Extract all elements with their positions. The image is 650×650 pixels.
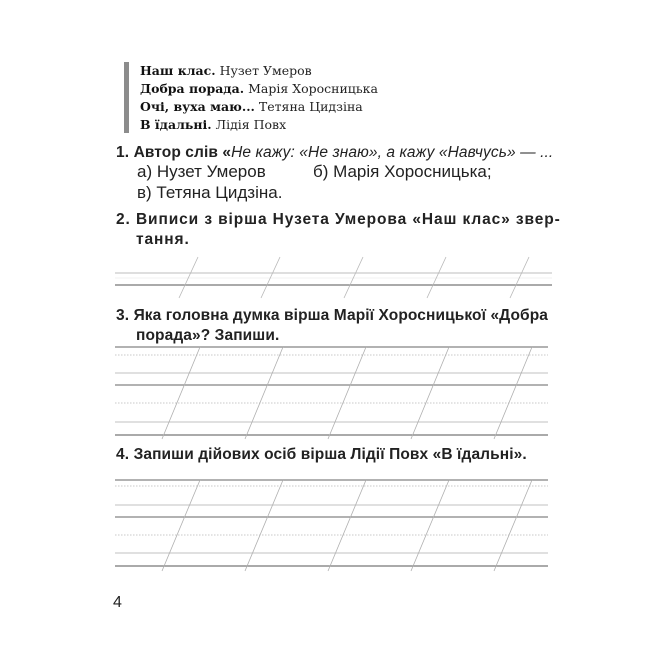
question-text: Яка головна думка вірша Марії Хоросницької «Добра <box>133 307 549 324</box>
answer-area-3[interactable] <box>115 347 548 439</box>
question-number: 1. <box>116 144 130 161</box>
source-title: Добра порада. <box>140 81 245 96</box>
question-text: Запиши дійових осіб вірша Лідії Повх «В їдальні». <box>133 446 527 463</box>
source-author: Лідія Повх <box>215 117 287 132</box>
question-number: 3. <box>116 307 130 324</box>
source-author: Тетяна Цидзіна <box>258 99 363 114</box>
page-number: 4 <box>113 594 122 611</box>
answer-option-b[interactable]: б) Марія Хоросницька; <box>313 162 492 181</box>
answer-option-a[interactable]: а) Нузет Умеров <box>137 162 266 181</box>
answer-option-c[interactable]: в) Тетяна Цидзіна. <box>137 183 283 202</box>
source-author: Нузет Умеров <box>219 63 312 78</box>
source-author: Марія Хоросницька <box>248 81 378 96</box>
question-number: 4. <box>116 446 130 463</box>
source-title: Очі, вуха маю... <box>140 99 255 114</box>
question-quote: Не кажу: «Не знаю», а кажу «Навчусь» — ... <box>231 144 554 161</box>
answer-area-4[interactable] <box>115 480 548 571</box>
question-number: 2. <box>116 211 131 228</box>
question-2-continuation: тання. <box>136 231 190 248</box>
question-text: Автор слів « <box>133 144 232 161</box>
answer-area-2[interactable] <box>115 257 552 298</box>
question-3-continuation: порада»? Запиши. <box>136 327 280 344</box>
question-text: Виписи з вірша Нузета Умерова «Наш клас» звер- <box>135 211 561 228</box>
source-title: В їдальні. <box>140 117 212 132</box>
source-title: Наш клас. <box>140 63 216 78</box>
